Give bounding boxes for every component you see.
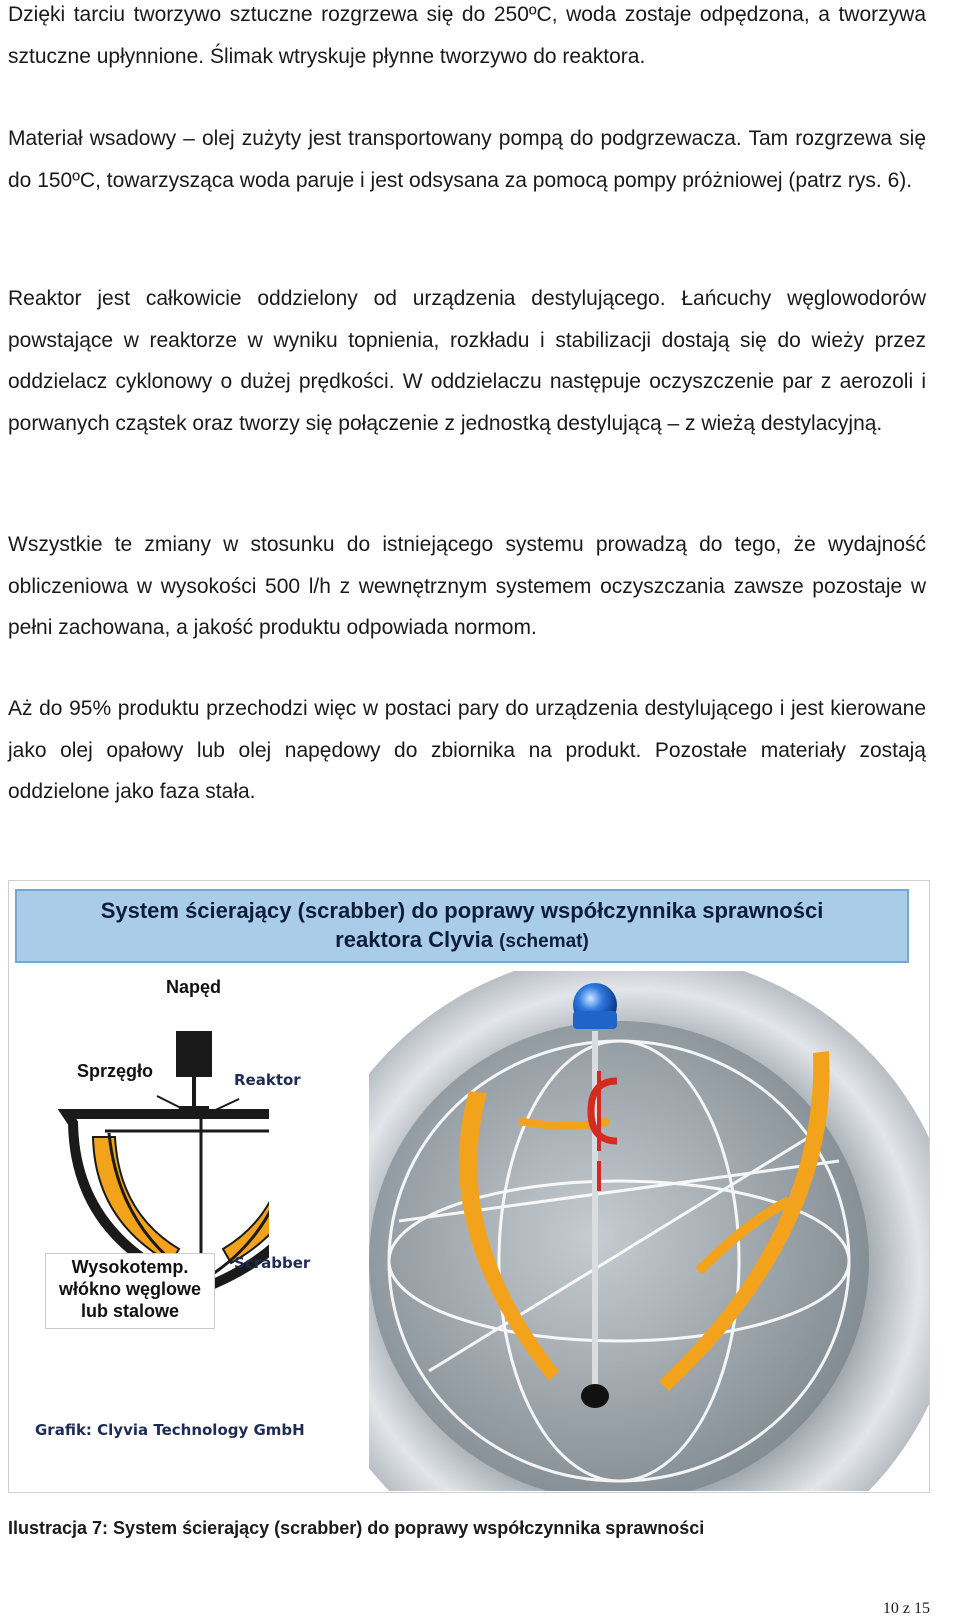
- figure-scrubber-diagram: [8, 880, 930, 1493]
- figure-title-suffix: (schemat): [499, 931, 589, 952]
- figure-title-reactor: reaktora Clyvia: [335, 927, 493, 952]
- figure-title-line1: System ścierający (scrabber) do poprawy współczynnika sprawności: [100, 898, 824, 923]
- paragraph-5: Aż do 95% produktu przechodzi więc w postaci pary do urządzenia destylującego i jest kierowane jako olej opałowy lub olej napędowy do zbiornika na produkt. Pozostałe materiały zostają oddzielone jako faza stała.: [8, 697, 926, 803]
- page-number: 10 z 15: [882, 1600, 930, 1617]
- label-sprzeglo: Sprzęgło: [77, 1061, 154, 1081]
- paragraph-4: Wszystkie te zmiany w stosunku do istniejącego systemu prowadzą do tego, że wydajność obliczeniowa w wysokości 500 l/h z wewnętrznym systemem oczyszczania zawsze pozostaje w pełni zachowana, a jakość produktu odpowiada normom.: [8, 533, 926, 639]
- label-reaktor: Reaktor: [234, 1071, 301, 1089]
- label-fiber-line3: lub stalowe: [80, 1301, 179, 1321]
- paragraph-3: Reaktor jest całkowicie oddzielony od urządzenia destylującego. Łańcuchy węglowodorów powstające w reaktorze w wyniku topnienia, rozkładu i stabilizacji dostają się do wieży przez oddzielacz cyklonowy o dużej prędkości. W oddzielaczu następuje oczyszczenie par z aerozoli i porwanych cząstek oraz tworzy się połączenie z jednostką destylującą – z wieżą destylacyjną.: [8, 287, 926, 435]
- drive-block: [176, 1031, 212, 1077]
- figure-title-box: [15, 889, 909, 963]
- label-scrabber: Scrabber: [234, 1254, 311, 1272]
- reactor-schematic: [9, 971, 269, 1431]
- label-naped: Napęd: [166, 977, 222, 997]
- figure-caption: Ilustracja 7: System ścierający (scrabber) do poprawy współczynnika sprawności: [8, 1518, 705, 1538]
- figure-title-line2: [335, 925, 589, 956]
- figure-credit: Grafik: Clyvia Technology GmbH: [35, 1421, 305, 1439]
- reactor-3d-illustration: [369, 971, 929, 1491]
- inner-chamber: [369, 1021, 869, 1491]
- bottom-bearing: [581, 1384, 609, 1408]
- label-fiber-line2: włókno węglowe: [58, 1279, 201, 1299]
- label-fiber-line1: Wysokotemp.: [71, 1257, 189, 1277]
- label-fiber: [45, 1253, 215, 1329]
- paragraph-1: Dzięki tarciu tworzywo sztuczne rozgrzewa się do 250ºC, woda zostaje odpędzona, a tworzywa sztuczne upłynnione. Ślimak wtryskuje płynne tworzywo do reaktora.: [8, 3, 926, 68]
- paragraph-2: Materiał wsadowy – olej zużyty jest transportowany pompą do podgrzewacza. Tam rozgrzewa się do 150ºC, towarzysząca woda paruje i jest odsysana za pomocą pompy próżniowej (patrz rys. 6).: [8, 127, 926, 192]
